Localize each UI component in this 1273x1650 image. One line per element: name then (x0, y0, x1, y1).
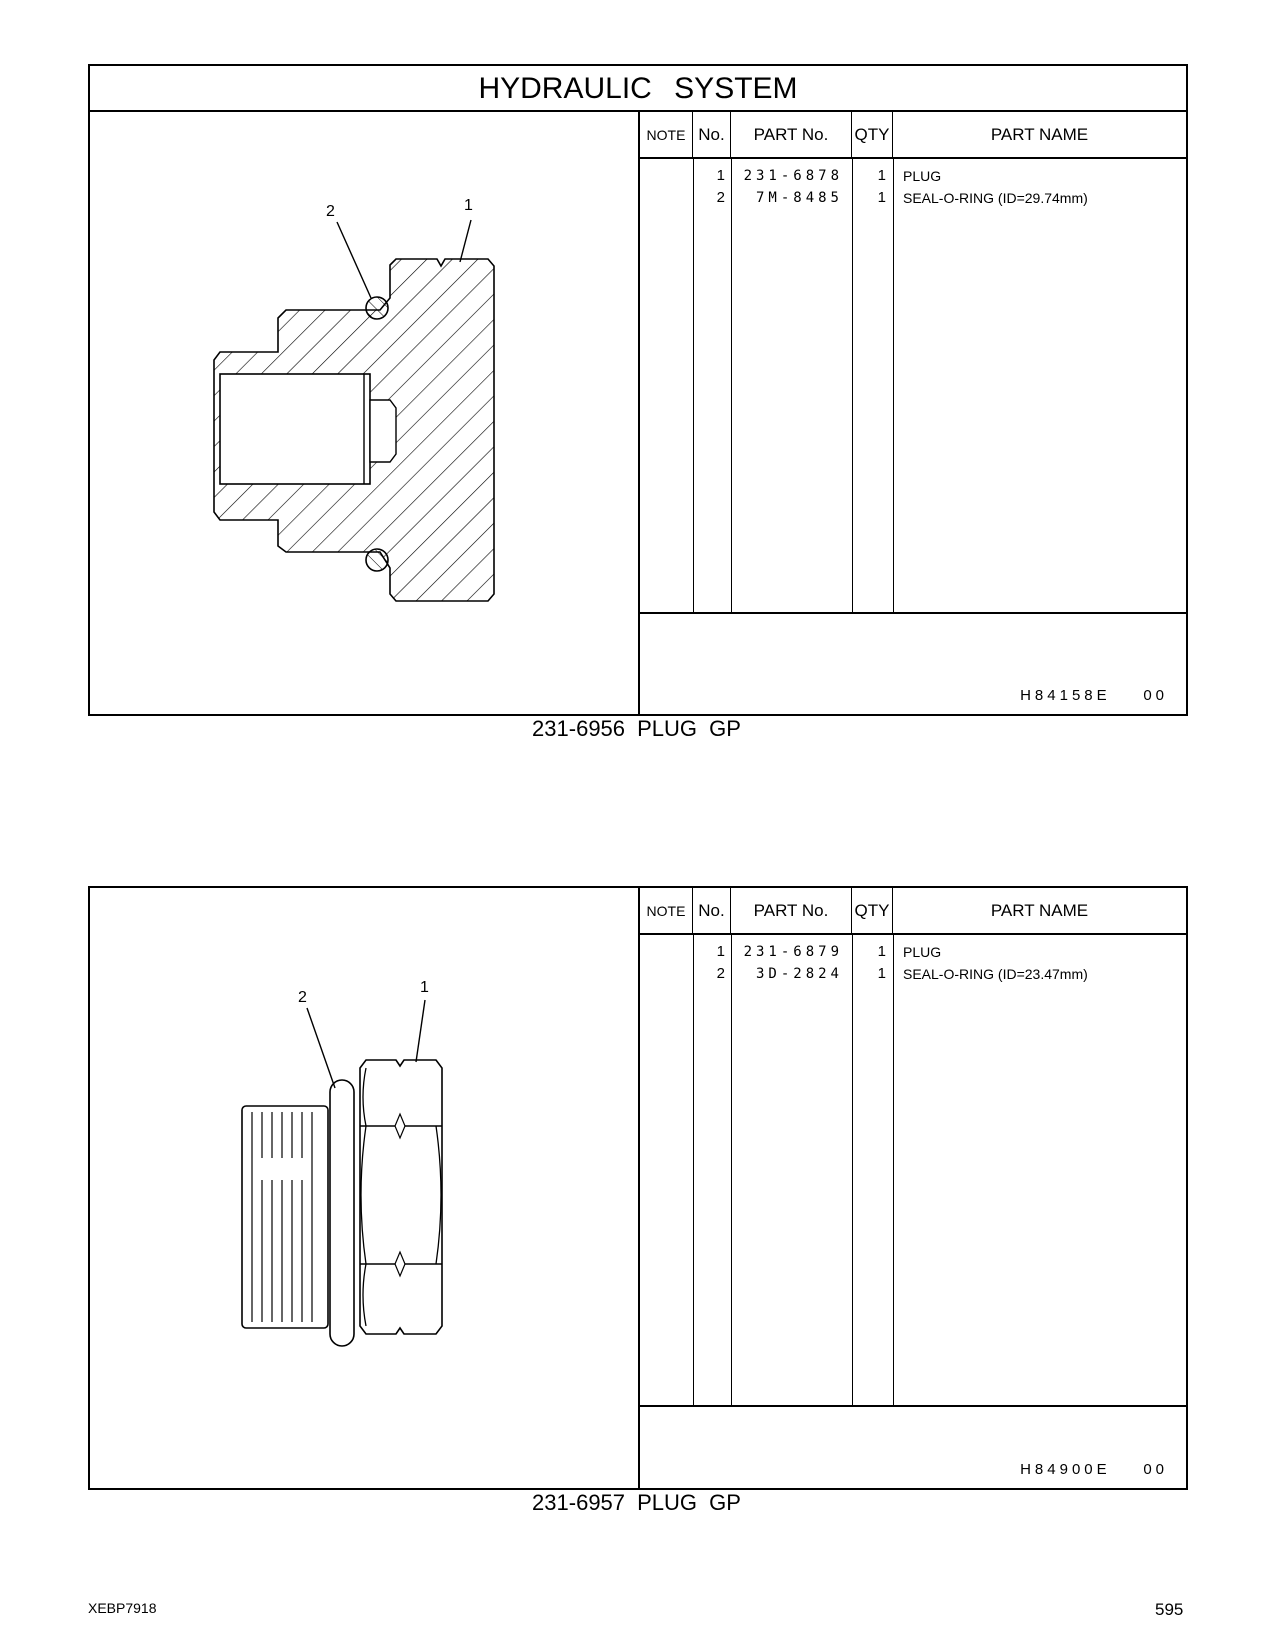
section-title: HYDRAULIC SYSTEM (90, 66, 1186, 112)
o-ring (330, 1080, 354, 1346)
threaded-shank (242, 1106, 328, 1328)
row-number: 2 (716, 189, 725, 206)
table-header (640, 112, 1186, 159)
part-number: 7M-8485 (755, 190, 843, 206)
header-part-name: PART NAME (990, 124, 1089, 144)
header-qty: QTY (852, 112, 893, 157)
quantity: 1 (877, 943, 886, 960)
callout-1: 1 (420, 979, 429, 996)
header-note: NOTE (640, 112, 693, 157)
plug-exterior-drawing (90, 888, 640, 1488)
table-row (640, 963, 1186, 985)
header-no: No. (693, 112, 731, 157)
drawing-code: H84158E 00 (1020, 687, 1168, 704)
document-id: XEBP7918 (88, 1600, 157, 1616)
row-number: 1 (716, 943, 725, 960)
part-name: PLUG (903, 168, 942, 184)
table-row (640, 187, 1186, 209)
header-part-name: PART NAME (990, 900, 1089, 920)
parts-table-1 (640, 112, 1186, 714)
drawing-code: H84900E 00 (1020, 1461, 1168, 1478)
callout-1: 1 (464, 197, 473, 214)
table-row (640, 941, 1186, 963)
o-ring-bottom (366, 549, 388, 571)
header-part-no: PART No. (731, 112, 852, 157)
parts-panel-2 (88, 886, 1188, 1490)
part-number: 231-6878 (743, 168, 843, 184)
o-ring-top (366, 297, 388, 319)
part-name: PLUG (903, 944, 942, 960)
part-number: 3D-2824 (755, 966, 843, 982)
part-name: SEAL-O-RING (ID=23.47mm) (903, 966, 1088, 982)
callout-2: 2 (298, 989, 307, 1006)
quantity: 1 (877, 965, 886, 982)
quantity: 1 (877, 189, 886, 206)
header-no: No. (693, 888, 731, 933)
parts-panel-1 (88, 64, 1188, 716)
group-caption: 231-6956 PLUG GP (532, 716, 741, 741)
header-part-no: PART No. (731, 888, 852, 933)
table-header (640, 888, 1186, 935)
table-body (640, 935, 1186, 1407)
header-note: NOTE (640, 888, 693, 933)
part-number: 231-6879 (743, 944, 843, 960)
table-row (640, 165, 1186, 187)
part-name: SEAL-O-RING (ID=29.74mm) (903, 190, 1088, 206)
plug-section-drawing (90, 112, 640, 714)
callout-2: 2 (326, 203, 335, 220)
quantity: 1 (877, 167, 886, 184)
table-body (640, 159, 1186, 614)
header-qty: QTY (852, 888, 893, 933)
hex-body (360, 1060, 442, 1334)
row-number: 1 (716, 167, 725, 184)
parts-table-2 (640, 888, 1186, 1488)
plug-bore (220, 374, 370, 484)
group-caption: 231-6957 PLUG GP (532, 1490, 741, 1515)
page-number: 595 (1155, 1600, 1184, 1619)
row-number: 2 (716, 965, 725, 982)
